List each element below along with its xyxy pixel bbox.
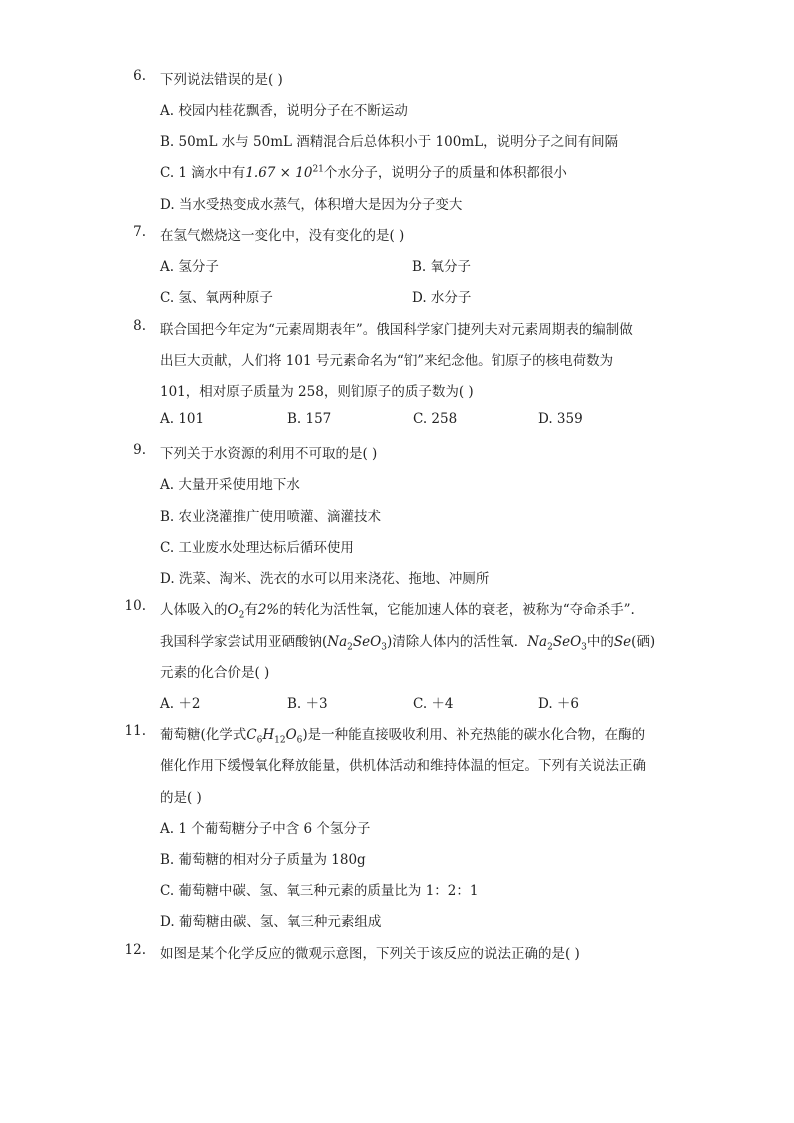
question-stem-line: 101，相对原子质量为 258，则钔原子的质子数为( ) xyxy=(160,384,474,400)
question-number: 8. xyxy=(133,318,146,334)
question-number: 6. xyxy=(133,68,146,84)
option-b[interactable]: B. ＋3 xyxy=(287,696,328,712)
option-a[interactable]: A. 1 个葡萄糖分子中含 6 个氢分子 xyxy=(160,821,371,837)
question-stem-line: 催化作用下缓慢氧化释放能量，供机体活动和维持体温的恒定。下列有关说法正确 xyxy=(160,758,646,774)
question-stem-line: 出巨大贡献，人们将 101 号元素命名为“钔”来纪念他。钔原子的核电荷数为 xyxy=(160,353,614,369)
question-stem: 下列说法错误的是( ) xyxy=(160,72,283,88)
option-a[interactable]: A. 校园内桂花飘香，说明分子在不断运动 xyxy=(160,103,408,119)
option-a[interactable]: A. ＋2 xyxy=(160,696,201,712)
question-stem-line: 的是( ) xyxy=(160,790,202,806)
question-stem-line: 我国科学家尝试用亚硒酸钠$(Na_2SeO_3)$清除人体内的活性氧．$Na_2SeO_3$中的Se(硒) xyxy=(160,634,656,653)
question-stem: 在氢气燃烧这一变化中，没有变化的是( ) xyxy=(160,228,405,244)
question-number: 9. xyxy=(133,442,146,458)
question-number: 10. xyxy=(124,598,146,614)
option-c[interactable]: C. 1 滴水中有$1.67 \times 10^{21}$个水分子，说明分子的质量和体积都很小 xyxy=(160,164,567,181)
option-c[interactable]: C. ＋4 xyxy=(413,696,454,712)
option-d[interactable]: D. 水分子 xyxy=(412,290,472,306)
option-b[interactable]: B. 157 xyxy=(287,411,332,427)
option-d[interactable]: D. 洗菜、淘米、洗衣的水可以用来浇花、拖地、冲厕所 xyxy=(160,571,490,587)
option-b[interactable]: B. 氧分子 xyxy=(412,259,472,275)
option-b[interactable]: B. 农业浇灌推广使用喷灌、滴灌技术 xyxy=(160,509,382,525)
option-d[interactable]: D. 葡萄糖由碳、氢、氧三种元素组成 xyxy=(160,914,382,930)
question-stem: 如图是某个化学反应的微观示意图，下列关于该反应的说法正确的是( ) xyxy=(160,946,580,962)
option-b[interactable]: B. 葡萄糖的相对分子质量为 180g xyxy=(160,852,366,868)
option-a[interactable]: A. 氢分子 xyxy=(160,259,219,275)
option-a[interactable]: A. 101 xyxy=(160,411,205,427)
question-stem-line: 人体吸入的$O_2$有2%的转化为活性氧，它能加速人体的衰老，被称为“夺命杀手”. xyxy=(160,602,635,621)
option-d[interactable]: D. ＋6 xyxy=(538,696,580,712)
option-d[interactable]: D. 359 xyxy=(538,411,583,427)
option-c[interactable]: C. 258 xyxy=(413,411,458,427)
option-c[interactable]: C. 工业废水处理达标后循环使用 xyxy=(160,540,354,556)
question-number: 11. xyxy=(124,723,146,739)
question-stem-line: 元素的化合价是( ) xyxy=(160,665,270,681)
option-a[interactable]: A. 大量开采使用地下水 xyxy=(160,477,300,493)
option-b[interactable]: B. 50mL 水与 50mL 酒精混合后总体积小于 100mL，说明分子之间有间隔 xyxy=(160,134,619,150)
option-c[interactable]: C. 氢、氧两种原子 xyxy=(160,290,273,306)
question-stem: 下列关于水资源的利用不可取的是( ) xyxy=(160,446,378,462)
question-stem-line: 葡萄糖(化学式$C_6H_{12}O_6$)是一种能直接吸收利用、补充热能的碳水化合物，在酶的 xyxy=(160,727,646,746)
option-d[interactable]: D. 当水受热变成水蒸气，体积增大是因为分子变大 xyxy=(160,197,463,213)
question-number: 7. xyxy=(133,224,146,240)
question-stem-line: 联合国把今年定为“元素周期表年”。俄国科学家门捷列夫对元素周期表的编制做 xyxy=(160,322,633,338)
question-number: 12. xyxy=(124,942,146,958)
option-c[interactable]: C. 葡萄糖中碳、氢、氧三种元素的质量比为 1：2：1 xyxy=(160,883,479,899)
